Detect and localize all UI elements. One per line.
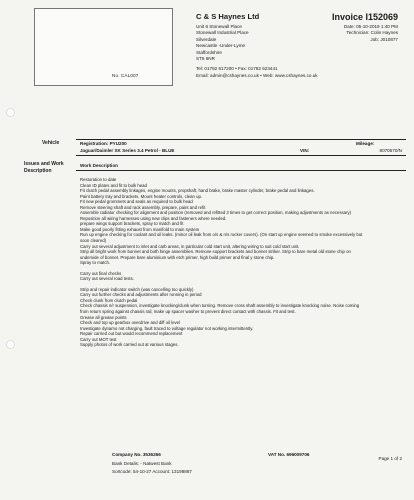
work-line: soon cleared) xyxy=(80,238,107,244)
work-line: Strip and repair indicator switch (was cancelling too quickly) xyxy=(80,286,194,292)
invoice-title: Invoice I152069 xyxy=(331,12,398,22)
work-description xyxy=(80,177,406,348)
work-line: Fit clutch pedal assembly linkages, engine mounts, propshaft, hand brake, brake master cylinder, brake pedal and linkages. xyxy=(80,188,315,194)
work-line: Supply photos of work carried out at various stages. xyxy=(80,342,179,348)
work-line: Strip all bright work from bonnet and both hinge assemblies. Remove support brackets and bonnet striker. Strip to bare metal old stone chip on xyxy=(80,249,351,255)
company-address-line: Silverdale xyxy=(196,36,217,42)
work-line: Carry out final checks xyxy=(80,270,122,276)
work-line: Investigate dynamo not charging, fault traced to voltage regulator not working intermittently. xyxy=(80,325,254,331)
work-line: Carry out several road tests. xyxy=(80,276,134,282)
vehicle-registration: Registration: PYU200 xyxy=(80,141,127,146)
work-line: from return spring against chassis rail, make up spacer washer to prevent direct contact with chassis. Fit and test. xyxy=(80,309,296,315)
invoice-technician: Technician: Colin Haynes xyxy=(346,30,398,36)
mileage-label: Mileage: xyxy=(356,141,375,146)
punch-hole-bottom xyxy=(6,340,15,349)
vehicle-description: Jaguar/Daimler XK Series 3.4 Petrol - BLUE xyxy=(80,148,175,153)
work-line: Spray to match. xyxy=(80,260,111,266)
company-number: Company No. 3536266 xyxy=(112,452,161,457)
account-code: No. CAL007 xyxy=(112,73,139,78)
page-number: Page 1 of 2 xyxy=(378,456,402,461)
company-address xyxy=(196,24,316,62)
work-line: Check and top up gearbox overdrive and diff oil level xyxy=(80,320,181,326)
vehicle-label: Vehicle xyxy=(42,140,60,146)
work-line: Run up engine checking for coolant and oil leaks. (minor oil leak from o/s & n/s rocker covers). (On start up engine seemed to smoke excessively but xyxy=(80,232,363,238)
company-address-line: Newcastle -Under-Lyme xyxy=(196,43,246,49)
vin-value: 8070570/N xyxy=(379,148,402,153)
work-line: Paint battery tray and brackets. Mount heater controls, clean up. xyxy=(80,193,203,199)
invoice-job: Job: J010877 xyxy=(370,36,398,42)
bank-details: Bank Details: - Natwest Bank xyxy=(112,461,172,466)
company-address-line: Stonewall Industrial Place xyxy=(196,30,249,36)
work-rule-top xyxy=(76,155,406,156)
work-line: Grease all grease points xyxy=(80,314,127,320)
work-section-label: Issues and Work Description xyxy=(24,161,64,174)
work-line: Assemble radiator checking for alignment and position (removed and refitted 3 times to get correct position, making adjustments as necessary) xyxy=(80,210,352,216)
work-line: Fit new pedal grommets and seals as required to bulk head xyxy=(80,199,193,205)
vin-label: VIN: xyxy=(300,148,310,153)
company-block xyxy=(196,12,316,79)
work-line: Make good poorly fitting exhaust from manifold to main system xyxy=(80,226,200,232)
company-address-line: ST5 6NR xyxy=(196,56,215,62)
work-line: Carry out several adjustment to inlet and carb areas, in particular cold start unit, altering wiring to suit cold start unit. xyxy=(80,243,300,249)
work-line: Remove steering shaft and rack assembly, prepare, paint and refit xyxy=(80,204,206,210)
work-line: Check clunk from clutch pedal xyxy=(80,297,138,303)
company-address-line: Unit 6 Stonewall Place xyxy=(196,24,242,29)
address-box xyxy=(34,8,173,86)
sortcode: Sortcode: 54-10-27 Account: 13198887 xyxy=(112,469,192,474)
work-rule-bottom xyxy=(76,170,406,171)
work-line: Check chassis n/r suspension, investigate knocking/clunk when turning. Remove cross shaft assembly to investigate knocking noise. Noise coming xyxy=(80,303,360,309)
work-line: prepare wings support brackets, spray to match and fit xyxy=(80,221,184,227)
work-heading: Work Description xyxy=(80,163,118,168)
work-line: Reposition all wiring harnesses using new clips and fasteners where needed. xyxy=(80,215,227,221)
company-phone: Tel: 01782 617200 • Fax: 01782 623441 xyxy=(196,66,278,72)
company-address-line: Staffordshire xyxy=(196,49,222,55)
company-name: C & S Haynes Ltd xyxy=(196,12,260,21)
work-line: Carry out further checks and adjustments after running in period xyxy=(80,292,202,298)
work-line: Clean ID plates and fit to bulk head xyxy=(80,182,147,188)
work-line: Restoration to date xyxy=(80,177,117,182)
work-line: Repair carried out but would recommend replacement xyxy=(80,331,183,337)
company-email: Email: admin@cshaynes.co.uk • Web: www.cshaynes.co.uk xyxy=(196,72,318,78)
work-line: underside of bonnet. Prepare bare aluminium with etch primer, high build primer and final y stone chip. xyxy=(80,254,275,260)
vat-number: VAT No. 696009706 xyxy=(268,452,310,457)
work-line: Carry out MOT test xyxy=(80,336,117,342)
invoice-date: Date: 05-10-2019 1:40 PM xyxy=(343,24,398,29)
vehicle-rule-top xyxy=(76,139,406,140)
punch-hole-top xyxy=(6,108,15,117)
invoice-header xyxy=(332,12,398,43)
